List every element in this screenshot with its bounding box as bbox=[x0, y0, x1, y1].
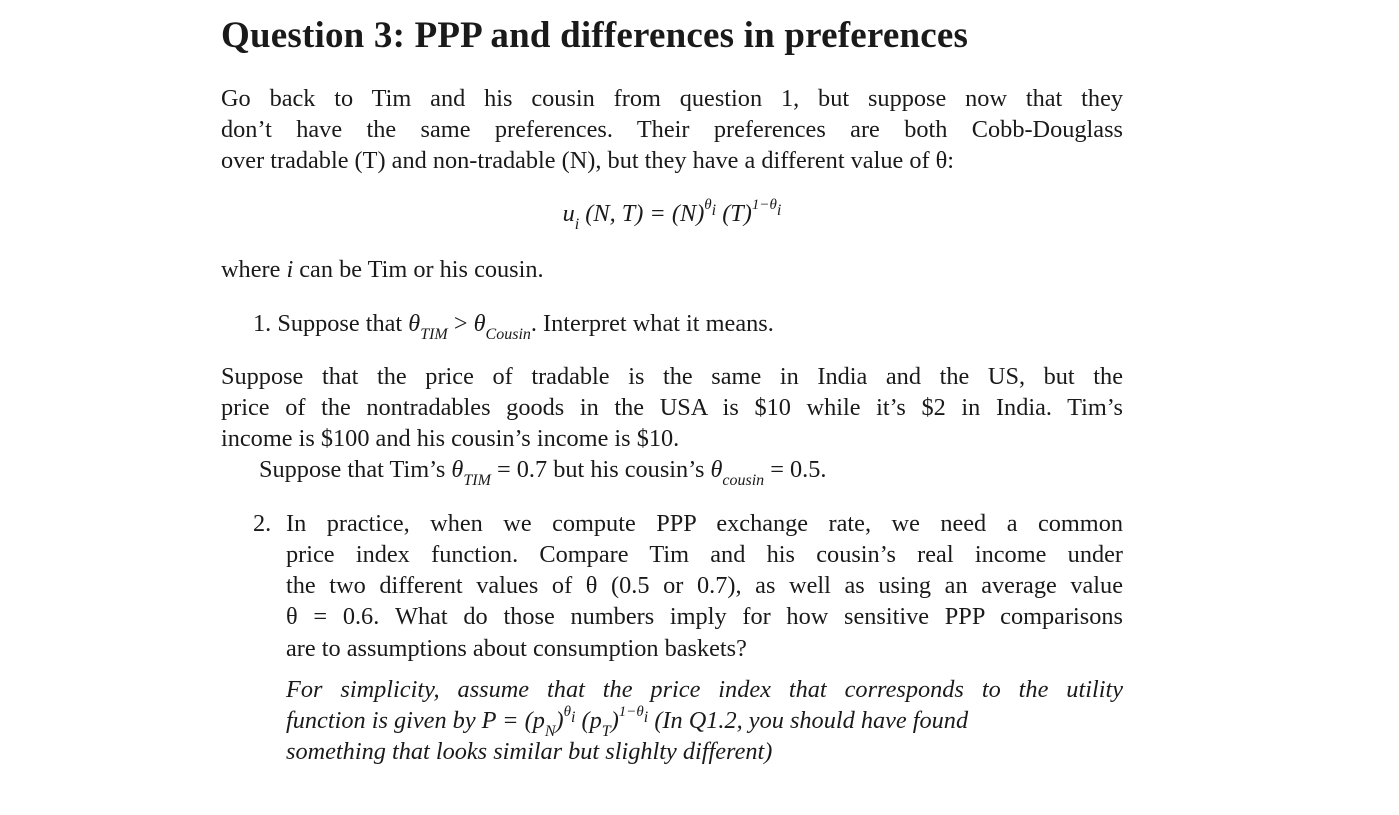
item1-theta1: θ bbox=[408, 310, 421, 337]
item2-line-1: In practice, when we compute PPP exchange rate, we need a common bbox=[286, 510, 1123, 537]
item2-line-4: θ = 0.6. What do those numbers imply for how sensitive PPP comparisons bbox=[286, 603, 1123, 630]
para3-theta2: θ bbox=[710, 456, 723, 483]
para2-line-1: Suppose that the price of tradable is the same in India and the US, but the bbox=[221, 363, 1123, 390]
para3-theta1: θ bbox=[451, 456, 464, 483]
item1-number: 1. bbox=[253, 310, 272, 337]
question-title: Question 3: PPP and differences in preferences bbox=[221, 15, 969, 56]
intro-line-1: Go back to Tim and his cousin from question 1, but suppose now that they bbox=[221, 85, 1123, 112]
note-exp1-sub: i bbox=[571, 708, 576, 726]
note-line-2 bbox=[286, 703, 969, 740]
para3-sub1: TIM bbox=[463, 471, 491, 489]
intro-line-3: over tradable (T) and non-tradable (N), but they have a different value of θ: bbox=[221, 147, 955, 174]
where-line bbox=[221, 254, 544, 285]
para3-mid: = 0.7 but his cousin’s bbox=[490, 456, 711, 483]
note-sub-n: N bbox=[544, 722, 556, 740]
note-line2-post: (In Q1.2, you should have found bbox=[648, 707, 969, 734]
eq-lhs-sub: i bbox=[574, 215, 580, 233]
intro-line-2: don’t have the same preferences. Their preferences are both Cobb-Douglass bbox=[221, 116, 1123, 143]
para2-line-3: income is $100 and his cousin’s income is $10. bbox=[221, 425, 680, 452]
eq-exp1-sub: i bbox=[711, 201, 717, 219]
item2-number: 2. bbox=[253, 510, 272, 537]
note-exp1: θ bbox=[563, 703, 572, 720]
item2-line-3: the two different values of θ (0.5 or 0.7), as well as using an average value bbox=[286, 572, 1123, 599]
eq-mid: (T) bbox=[716, 200, 752, 227]
item1-pre: Suppose that bbox=[277, 310, 409, 337]
note-paren2: ) bbox=[610, 707, 619, 734]
note-line2-pre: function is given by P = (p bbox=[286, 707, 545, 734]
eq-exp2: 1−θ bbox=[751, 196, 777, 213]
note-paren1: ) bbox=[555, 707, 564, 734]
para3-line bbox=[259, 454, 827, 489]
para3-post: = 0.5. bbox=[764, 456, 827, 483]
item2-line-2: price index function. Compare Tim and his cousin’s real income under bbox=[286, 541, 1123, 568]
note-line-3: something that looks similar but slighlty different) bbox=[286, 738, 773, 765]
para2-line-2: price of the nontradables goods in the USA is $10 while it’s $2 in India. Tim’s bbox=[221, 394, 1123, 421]
eq-body: (N, T) = (N) bbox=[579, 200, 705, 227]
note-exp2: 1−θ bbox=[618, 703, 644, 720]
item2-line-5: are to assumptions about consumption baskets? bbox=[286, 635, 747, 662]
item1-post: . Interpret what it means. bbox=[530, 310, 774, 337]
where-pre: where bbox=[221, 256, 287, 283]
note-mid2: (p bbox=[575, 707, 602, 734]
item1-sub1: TIM bbox=[420, 325, 448, 343]
note-line-1: For simplicity, assume that the price index that corresponds to the utility bbox=[286, 676, 1123, 703]
where-post: can be Tim or his cousin. bbox=[293, 256, 544, 283]
where-var: i bbox=[286, 256, 294, 283]
eq-exp2-sub: i bbox=[776, 201, 782, 219]
item1-sub2: Cousin bbox=[485, 325, 531, 343]
eq-exp1: θ bbox=[704, 196, 712, 213]
note-sub-t: T bbox=[601, 722, 611, 740]
para3-pre: Suppose that Tim’s bbox=[259, 456, 452, 483]
item1-op: > bbox=[447, 310, 474, 337]
note-exp2-sub: i bbox=[643, 708, 649, 726]
eq-lhs: u bbox=[562, 200, 575, 227]
para3-sub2: cousin bbox=[722, 471, 765, 489]
list-item-1 bbox=[253, 308, 774, 343]
utility-equation bbox=[221, 196, 1123, 233]
item1-theta2: θ bbox=[473, 310, 486, 337]
